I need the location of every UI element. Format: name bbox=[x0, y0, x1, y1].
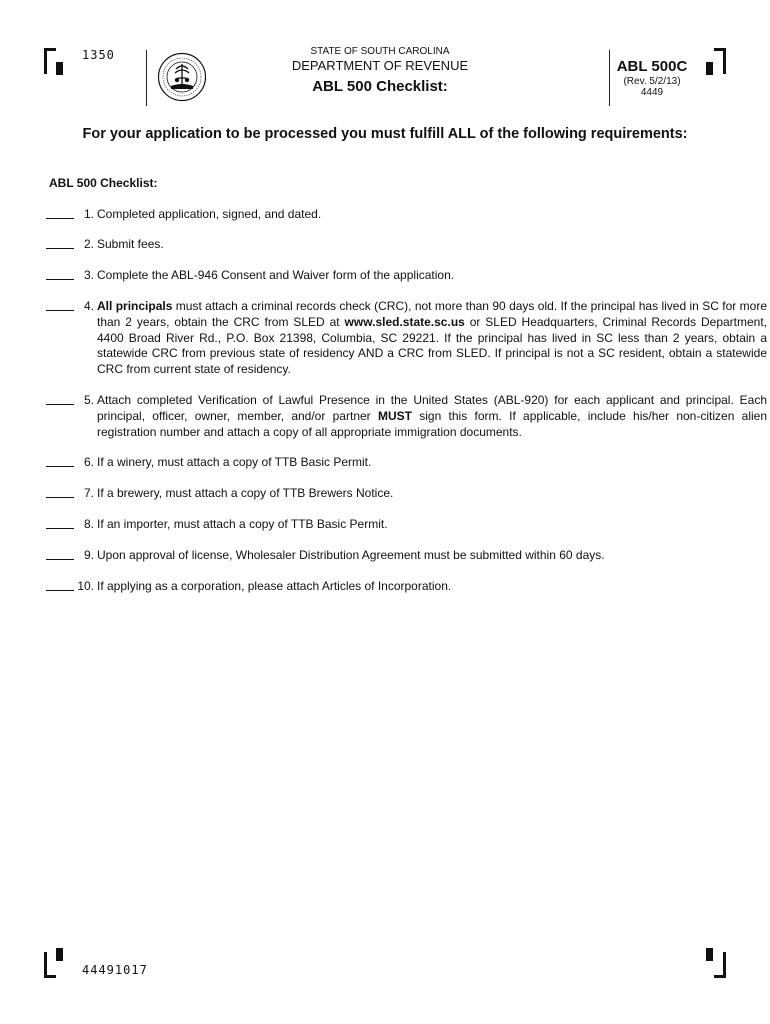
registration-block-top-right bbox=[706, 62, 713, 75]
section-label: ABL 500 Checklist: bbox=[49, 176, 158, 190]
checkbox-blank[interactable] bbox=[46, 466, 74, 467]
requirements-headline: For your application to be processed you must fulfill ALL of the following requirements: bbox=[82, 126, 688, 142]
item-number: 3. bbox=[83, 268, 94, 282]
checkbox-blank[interactable] bbox=[46, 497, 74, 498]
item-number: 1. bbox=[83, 207, 94, 221]
item-number: 8. bbox=[83, 517, 94, 531]
page-title: ABL 500 Checklist: bbox=[312, 78, 448, 95]
item-number: 5. bbox=[83, 393, 94, 407]
sled-website-link: www.sled.state.sc.us bbox=[344, 314, 465, 329]
checkbox-blank[interactable] bbox=[46, 310, 74, 311]
item-number: 6. bbox=[83, 455, 94, 469]
item-text-part: sign this form. If applicable, include his/her non-citizen alien registration number and attach a copy of all appropriate immigration documents. bbox=[97, 408, 768, 439]
item-number: 7. bbox=[83, 486, 94, 500]
form-number: ABL 500C bbox=[616, 58, 688, 75]
checkbox-blank[interactable] bbox=[46, 559, 74, 560]
item-number: 9. bbox=[83, 548, 94, 562]
state-seal-icon bbox=[157, 52, 207, 102]
item-text bbox=[97, 299, 767, 378]
corner-mark-top-right bbox=[712, 48, 726, 74]
registration-block-top-left bbox=[56, 62, 63, 75]
form-code: 4449 bbox=[640, 87, 664, 98]
item-text: If a brewery, must attach a copy of TTB Brewers Notice. bbox=[97, 486, 394, 500]
item-text-part: Attach completed Verification of Lawful Presence in the United States (ABL-920) for each applicant and principal. Each principal, officer, owner, member, and/or partner bbox=[97, 393, 767, 423]
item-text: Submit fees. bbox=[97, 237, 164, 251]
checkbox-blank[interactable] bbox=[46, 590, 74, 591]
item-text-part: or SLED Headquarters, Criminal Records Department, 4400 Broad River Rd., P.O. Box 21398, Columbia, SC 29221. If the principal has lived in SC less than 2 years, obtain a statewide CRC from previous state of residency AND a CRC from SLED. If principal is not a SC resident, obtain a statewide CRC from current state of residency. bbox=[97, 314, 768, 377]
registration-block-bottom-right bbox=[706, 948, 713, 961]
item-text: Complete the ABL-946 Consent and Waiver form of the application. bbox=[97, 268, 455, 282]
item-text: Completed application, signed, and dated. bbox=[97, 207, 322, 221]
department-name: DEPARTMENT OF REVENUE bbox=[291, 58, 469, 73]
item-text: If a winery, must attach a copy of TTB Basic Permit. bbox=[97, 455, 372, 469]
item-text: Upon approval of license, Wholesaler Distribution Agreement must be submitted within 60 days. bbox=[97, 548, 605, 562]
item-text bbox=[97, 393, 767, 440]
item-text: If an importer, must attach a copy of TTB Basic Permit. bbox=[97, 517, 388, 531]
item-number: 2. bbox=[83, 237, 94, 251]
header-divider-left bbox=[146, 50, 147, 106]
checkbox-blank[interactable] bbox=[46, 248, 74, 249]
emphasis-text: All principals bbox=[97, 299, 173, 313]
state-name: STATE OF SOUTH CAROLINA bbox=[310, 46, 450, 57]
checkbox-blank[interactable] bbox=[46, 279, 74, 280]
registration-block-bottom-left bbox=[56, 948, 63, 961]
header-divider-right bbox=[609, 50, 610, 106]
item-text: If applying as a corporation, please attach Articles of Incorporation. bbox=[97, 579, 452, 593]
item-text-part: must attach a criminal records check (CRC), not more than 90 days old. If the principal has lived in SC for more than 2 years, obtain the CRC from SLED at bbox=[97, 299, 768, 329]
checkbox-blank[interactable] bbox=[46, 528, 74, 529]
revision-date: (Rev. 5/2/13) bbox=[623, 76, 681, 87]
item-number: 4. bbox=[83, 299, 94, 313]
checkbox-blank[interactable] bbox=[46, 404, 74, 405]
barcode-number: 44491017 bbox=[82, 963, 148, 977]
emphasis-text: MUST bbox=[377, 408, 412, 423]
form-id-top: 1350 bbox=[82, 48, 115, 62]
corner-mark-bottom-right bbox=[712, 952, 726, 978]
item-number: 10. bbox=[77, 579, 94, 593]
checkbox-blank[interactable] bbox=[46, 218, 74, 219]
